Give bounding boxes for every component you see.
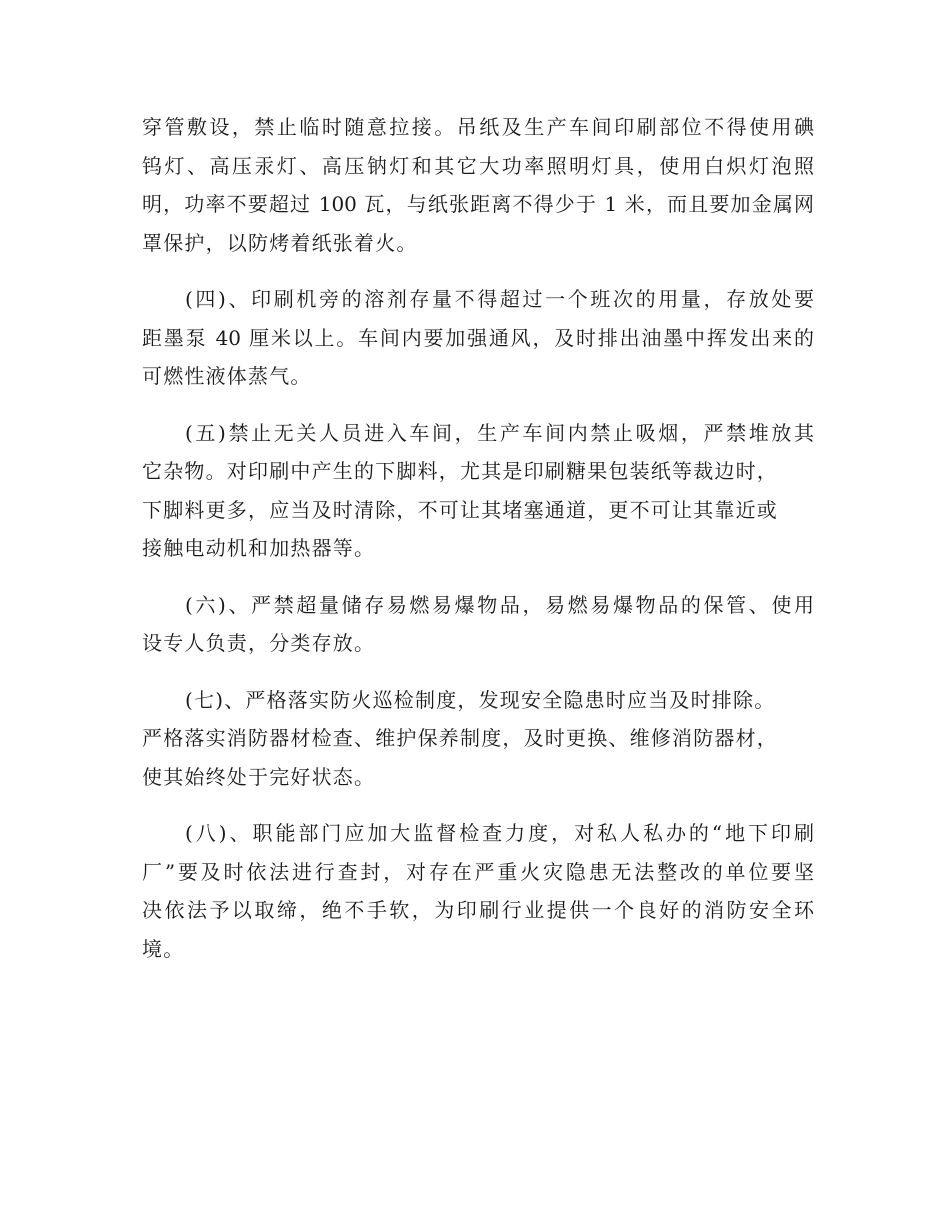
text-line: 明，功率不要超过 100 瓦，与纸张距离不得少于 1 米，而且要加金属网: [142, 192, 814, 216]
paragraph-item-7: [142, 681, 814, 797]
text-line: 接触电动机和加热器等。: [142, 536, 376, 560]
text-line: 钨灯、高压汞灯、高压钠灯和其它大功率照明灯具，使用白炽灯泡照: [142, 153, 814, 178]
text-line: (七)、严格落实防火巡检制度，发现安全隐患时应当及时排除。: [185, 687, 776, 712]
text-line: 下脚料更多，应当及时清除，不可让其堵塞通道，更不可让其靠近或: [142, 497, 778, 522]
text-line: (五)禁止无关人员进入车间，生产车间内禁止吸烟，严禁堆放其: [185, 420, 814, 445]
text-line: 设专人负责，分类存放。: [142, 631, 376, 655]
text-line: 可燃性液体蒸气。: [142, 364, 312, 388]
text-line: (八)、职能部门应加大监督检查力度，对私人私办的“地下印刷: [185, 821, 814, 845]
text-line: (六)、严禁超量储存易燃易爆物品，易燃易爆物品的保管、使用: [185, 592, 814, 617]
text-line: 穿管敷设，禁止临时随意拉接。吊纸及生产车间印刷部位不得使用碘: [142, 115, 814, 139]
paragraph-item-6: [142, 586, 814, 663]
paragraph-wiring-lighting: [142, 108, 814, 262]
text-line: 厂”要及时依法进行查封，对存在严重火灾隐患无法整改的单位要坚: [142, 859, 814, 884]
text-line: 使其始终处于完好状态。: [142, 764, 376, 789]
paragraph-item-4: [142, 280, 814, 396]
text-line: (四)、印刷机旁的溶剂存量不得超过一个班次的用量，存放处要: [185, 287, 814, 311]
text-line: 距墨泵 40 厘米以上。车间内要加强通风，及时排出油墨中挥发出来的: [142, 325, 814, 350]
text-line: 境。: [142, 936, 185, 961]
paragraph-item-5: [142, 414, 814, 568]
text-line: 罩保护，以防烤着纸张着火。: [142, 230, 418, 255]
paragraph-item-8: [142, 814, 814, 968]
text-line: 决依法予以取缔，绝不手软，为印刷行业提供一个良好的消防安全环: [142, 898, 814, 922]
text-line: 它杂物。对印刷中产生的下脚料，尤其是印刷糖果包装纸等裁边时，: [142, 459, 778, 483]
text-line: 严格落实消防器材检查、维护保养制度，及时更换、维修消防器材，: [142, 726, 778, 750]
document-body: [142, 108, 814, 986]
